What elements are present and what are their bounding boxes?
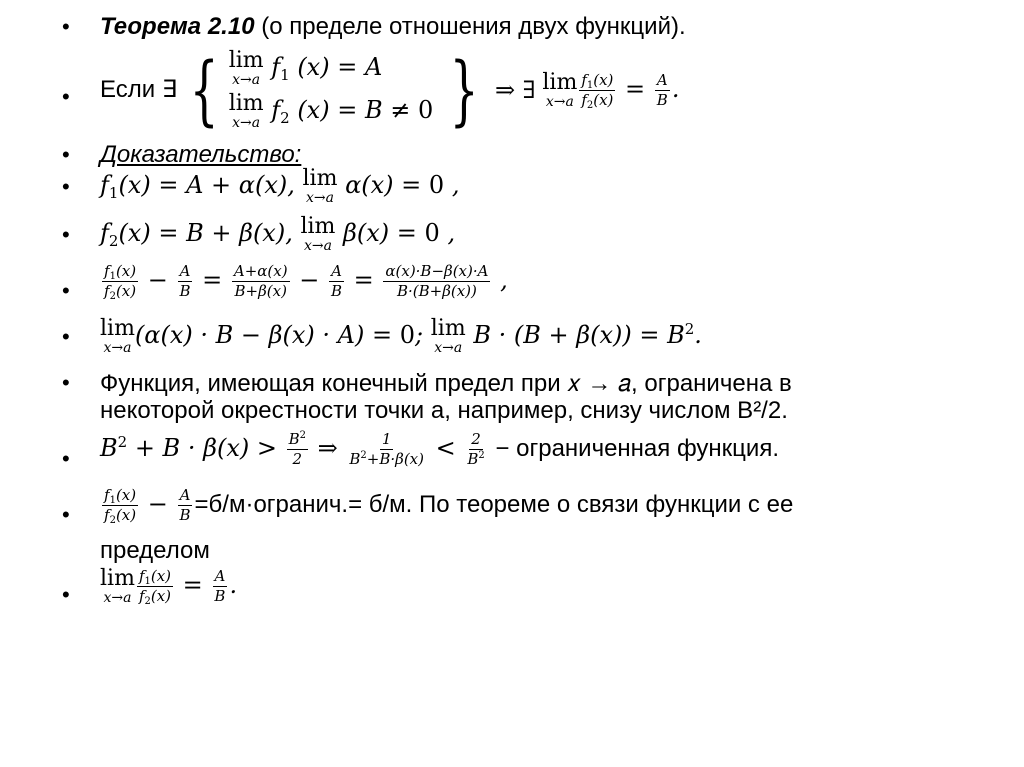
bullet-dot: •	[62, 278, 70, 303]
infinitesimal-text: =б/м·огранич.= б/м. По теореме о связи функции с ее	[194, 491, 794, 518]
bullet-f1: • $f_1(x) = A + \alpha(x)$, lim x→a α(x) = 0 ,	[62, 166, 460, 206]
bullet-difference: • $\frac{f_1(x)}{f_2(x)}$ − $\frac{A}{B}$ = $\frac{A+\alpha(x)}{B+\beta(x)}$ − $\frac{A}{B}$ = $\frac{\alpha(x)\cdot B-\beta(x)\cdot A}{B\cdot(B+\beta(x))}$ ,	[62, 262, 508, 303]
condition-system: lim x→a $f_1$ (x) = A lim x→a $f_2$ (x) = B ≠ 0	[228, 48, 434, 131]
bullet-dot: •	[62, 324, 70, 349]
bullet-limits: • lim x→a (α(x) · B − β(x) · A) = 0; lim x→a $B \cdot (B + \beta(x)) = B^2$.	[62, 316, 702, 356]
bounded-line-2: некоторой окрестности точки a, например, снизу числом B²/2.	[100, 397, 788, 424]
bullet-infinitesimal: • $\frac{f_1(x)}{f_2(x)}$ − $\frac{A}{B}$ =б/м·огранич.= б/м. По теореме о связи функции с ее пределом	[62, 488, 982, 560]
bullet-conclusion: • lim x→a $\frac{f_1(x)}{f_2(x)}$ = $\frac{A}{B}$ .	[62, 566, 238, 607]
bullet-dot: •	[62, 84, 70, 109]
bullet-if: • Если ∃ { lim x→a $f_1$ (x) = A lim x→a $f_2$ (x) = B ≠ 0 } ⇒ ∃ lim x→a $\frac{f_1(x)}{f_2(x)}$ = $\frac{A}{B}$ .	[62, 45, 680, 134]
infinitesimal-line-2: пределом	[100, 537, 210, 564]
bullet-dot: •	[62, 142, 70, 167]
bounded-function-note: − ограниченная функция.	[488, 435, 779, 462]
bullet-inequality: • $B^2 + B \cdot \beta(x)$ > $\frac{B^2}{2}$ ⇒ $\frac{1}{B^2+B\cdot\beta(x)}$ < $\frac{2}{B^2}$ − ограниченная функция.	[62, 430, 779, 471]
right-brace: }	[449, 45, 479, 134]
if-label: Если ∃	[100, 76, 177, 103]
bullet-dot: •	[62, 222, 70, 247]
bullet-dot: •	[62, 174, 70, 199]
theorem-subtitle: (о пределе отношения двух функций).	[254, 13, 686, 40]
bullet-dot: •	[62, 502, 70, 527]
theorem-title: Теорема 2.10	[100, 13, 255, 40]
bullet-dot: •	[62, 14, 70, 39]
left-brace: {	[189, 45, 219, 134]
proof-heading: Доказательство:	[100, 141, 302, 168]
bullet-proof	[62, 142, 982, 170]
bullet-dot: •	[62, 446, 70, 471]
bounded-line-1: Функция, имеющая конечный предел при 𝑥 → 𝑎, ограничена в	[100, 370, 792, 397]
bullet-dot: •	[62, 370, 70, 395]
bullet-f2: • $f_2(x) = B + \beta(x)$, lim x→a β(x) = 0 ,	[62, 214, 456, 254]
bullet-theorem	[62, 14, 982, 42]
bullet-dot: •	[62, 582, 70, 607]
bullet-bounded-text	[62, 370, 982, 426]
